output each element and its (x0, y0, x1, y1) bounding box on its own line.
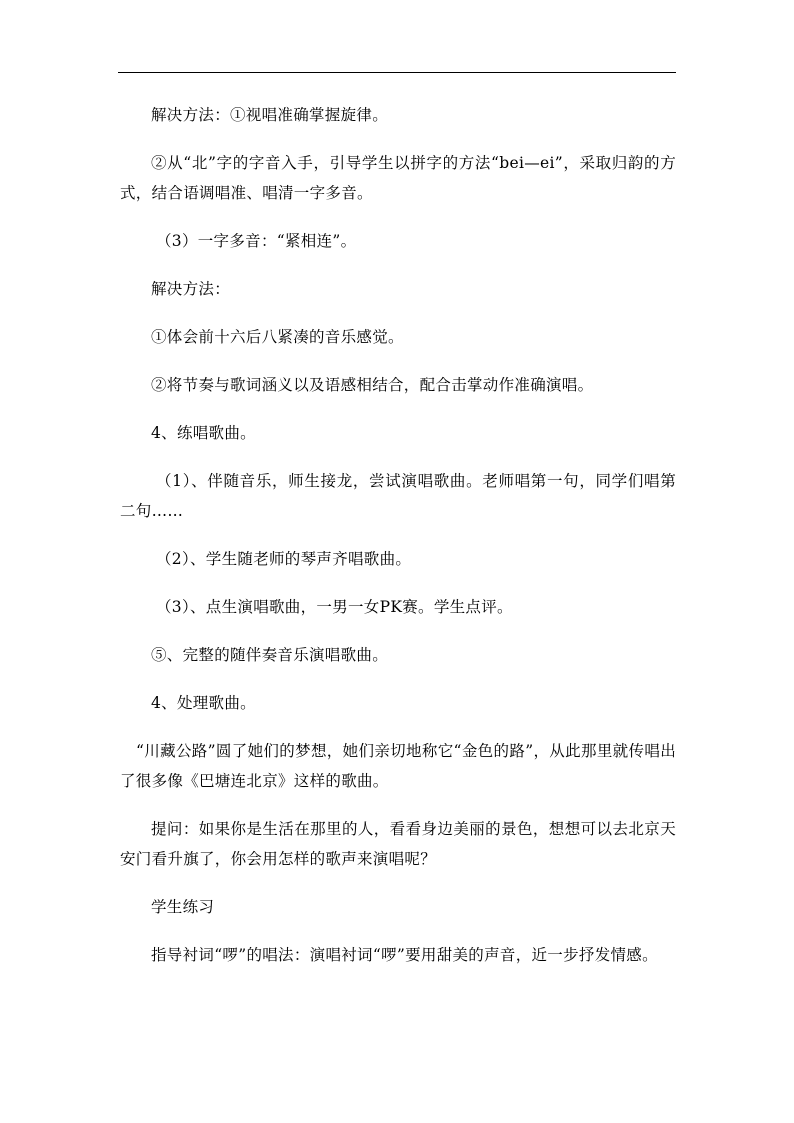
paragraph-9: （2）、学生随老师的琴声齐唱歌曲。 (156, 550, 412, 568)
paragraph-14: 提问：如果你是生活在那里的人，看看身边美丽的景色，想想可以去北京天安门看升旗了，你会用怎样的歌声来演唱呢？ (120, 820, 676, 868)
paragraph-11: ⑤、完整的随伴奏音乐演唱歌曲。 (151, 646, 389, 664)
document-body (120, 100, 676, 988)
paragraph-3: （3）一字多音：“紧相连”。 (156, 232, 357, 250)
paragraph-6: ②将节奏与歌词涵义以及语感相结合，配合击掌动作准确演唱。 (151, 376, 594, 394)
paragraph-10: （3）、点生演唱歌曲，一男一女PK赛。学生点评。 (156, 598, 513, 616)
paragraph-16: 指导衬词“啰”的唱法：演唱衬词“啰”要用甜美的声音，近一步抒发情感。 (151, 946, 658, 964)
paragraph-4: 解决方法： (151, 280, 231, 298)
paragraph-13: “川藏公路”圆了她们的梦想，她们亲切地称它“金色的路”，从此那里就传唱出了很多像《巴塘连北京》这样的歌曲。 (120, 742, 676, 790)
header-rule (118, 72, 676, 73)
paragraph-12: 4、处理歌曲。 (151, 694, 256, 712)
paragraph-5: ①体会前十六后八紧凑的音乐感觉。 (151, 328, 404, 346)
paragraph-7: 4、练唱歌曲。 (151, 424, 256, 442)
paragraph-1: 解决方法：①视唱准确掌握旋律。 (151, 106, 389, 124)
paragraph-8: （1）、伴随音乐，师生接龙，尝试演唱歌曲。老师唱第一句，同学们唱第二句…… (120, 472, 676, 520)
paragraph-2: ②从“北”字的字音入手，引导学生以拼字的方法“bei—ei”，采取归韵的方式，结合语调唱准、唱清一字多音。 (120, 154, 676, 202)
paragraph-15: 学生练习 (151, 898, 215, 916)
